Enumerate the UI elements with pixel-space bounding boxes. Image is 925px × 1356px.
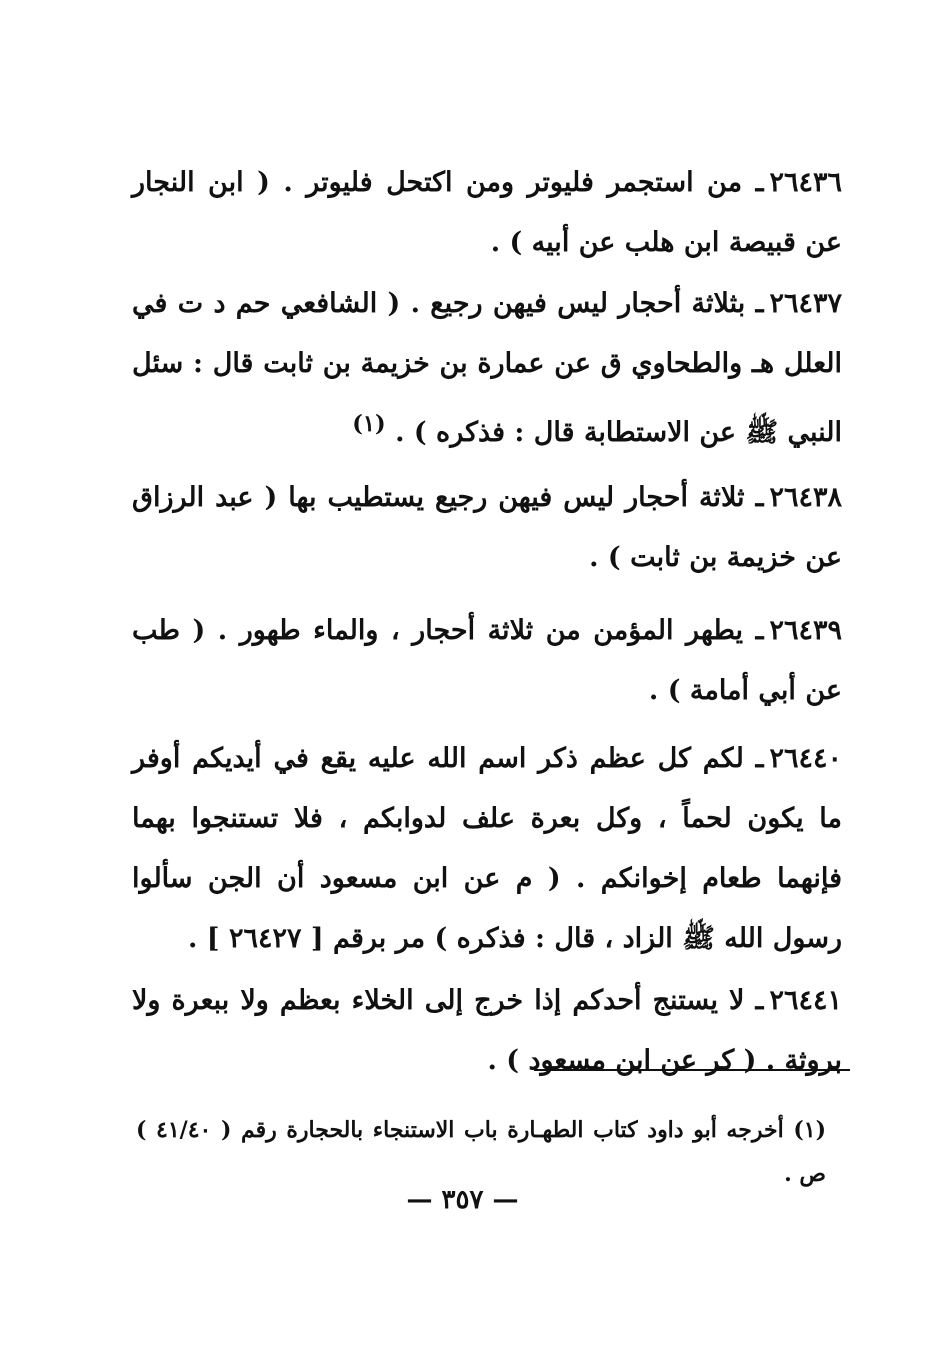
hadith-entry xyxy=(132,729,842,969)
hadith-text: ـ ثلاثة أحجار ليس فيهن رجيع يستطيب بها ( عبد الرزاق عن خزيمة بن ثابت ) . xyxy=(132,482,842,573)
hadith-text: ـ بثلاثة أحجار ليس فيهن رجيع . ( الشافعي حم د ت في العلل هـ والطحاوي ق عن عمارة بن خزيمة بن ثابت قال : سئل النبي ﷺ عن الاستطابة قال : فذكره ) . xyxy=(132,288,842,448)
hadith-number: ٢٦٤٤١ xyxy=(769,985,842,1016)
hadith-entry xyxy=(132,274,842,463)
hadith-text: ـ من استجمر فليوتر ومن اكتحل فليوتر . ( ابن النجار عن قبيصة ابن هلب عن أبيه ) . xyxy=(132,167,842,258)
footnote xyxy=(136,1108,826,1196)
footnote-text: أخرجه أبو داود كتاب الطهـارة باب الاستنجاء بالحجارة رقم ( ٤١/٤٠ ) ص . xyxy=(136,1117,826,1187)
hadith-entry xyxy=(132,153,842,273)
hadith-number: ٢٦٤٣٧ xyxy=(769,288,842,319)
hadith-text: ـ لا يستنج أحدكم إذا خرج إلى الخلاء بعظم ولا ببعرة ولا بروثة . ( كر عن ابن مسعود ) . xyxy=(132,985,842,1076)
footnote-reference: (١) xyxy=(352,411,386,437)
hadith-entry xyxy=(132,971,842,1091)
hadith-entry xyxy=(132,468,842,588)
hadith-number: ٢٦٤٣٨ xyxy=(769,482,842,513)
footnote-marker: (١) xyxy=(793,1117,826,1143)
page-number: — ٣٥٧ — xyxy=(406,1185,519,1215)
hadith-text: ـ لكم كل عظم ذكر اسم الله عليه يقع في أيديكم أوفر ما يكون لحماً ، وكل بعرة علف لدوابكم ، فلا تستنجوا بهما فإنهما طعام إخوانكم . ( م عن ابن مسعود أن الجن سألوا رسول الله ﷺ الزاد ، قال : فذكره ) مر برقم [ ٢٦٤٢٧ ] . xyxy=(132,743,842,954)
hadith-number: ٢٦٤٣٦ xyxy=(769,167,842,198)
hadith-text: ـ يطهر المؤمن من ثلاثة أحجار ، والماء طهور . ( طب عن أبي أمامة ) . xyxy=(132,615,842,706)
footnote-divider xyxy=(534,1069,850,1071)
hadith-number: ٢٦٤٣٩ xyxy=(769,615,842,646)
hadith-entry xyxy=(132,601,842,721)
hadith-number: ٢٦٤٤٠ xyxy=(769,743,842,774)
